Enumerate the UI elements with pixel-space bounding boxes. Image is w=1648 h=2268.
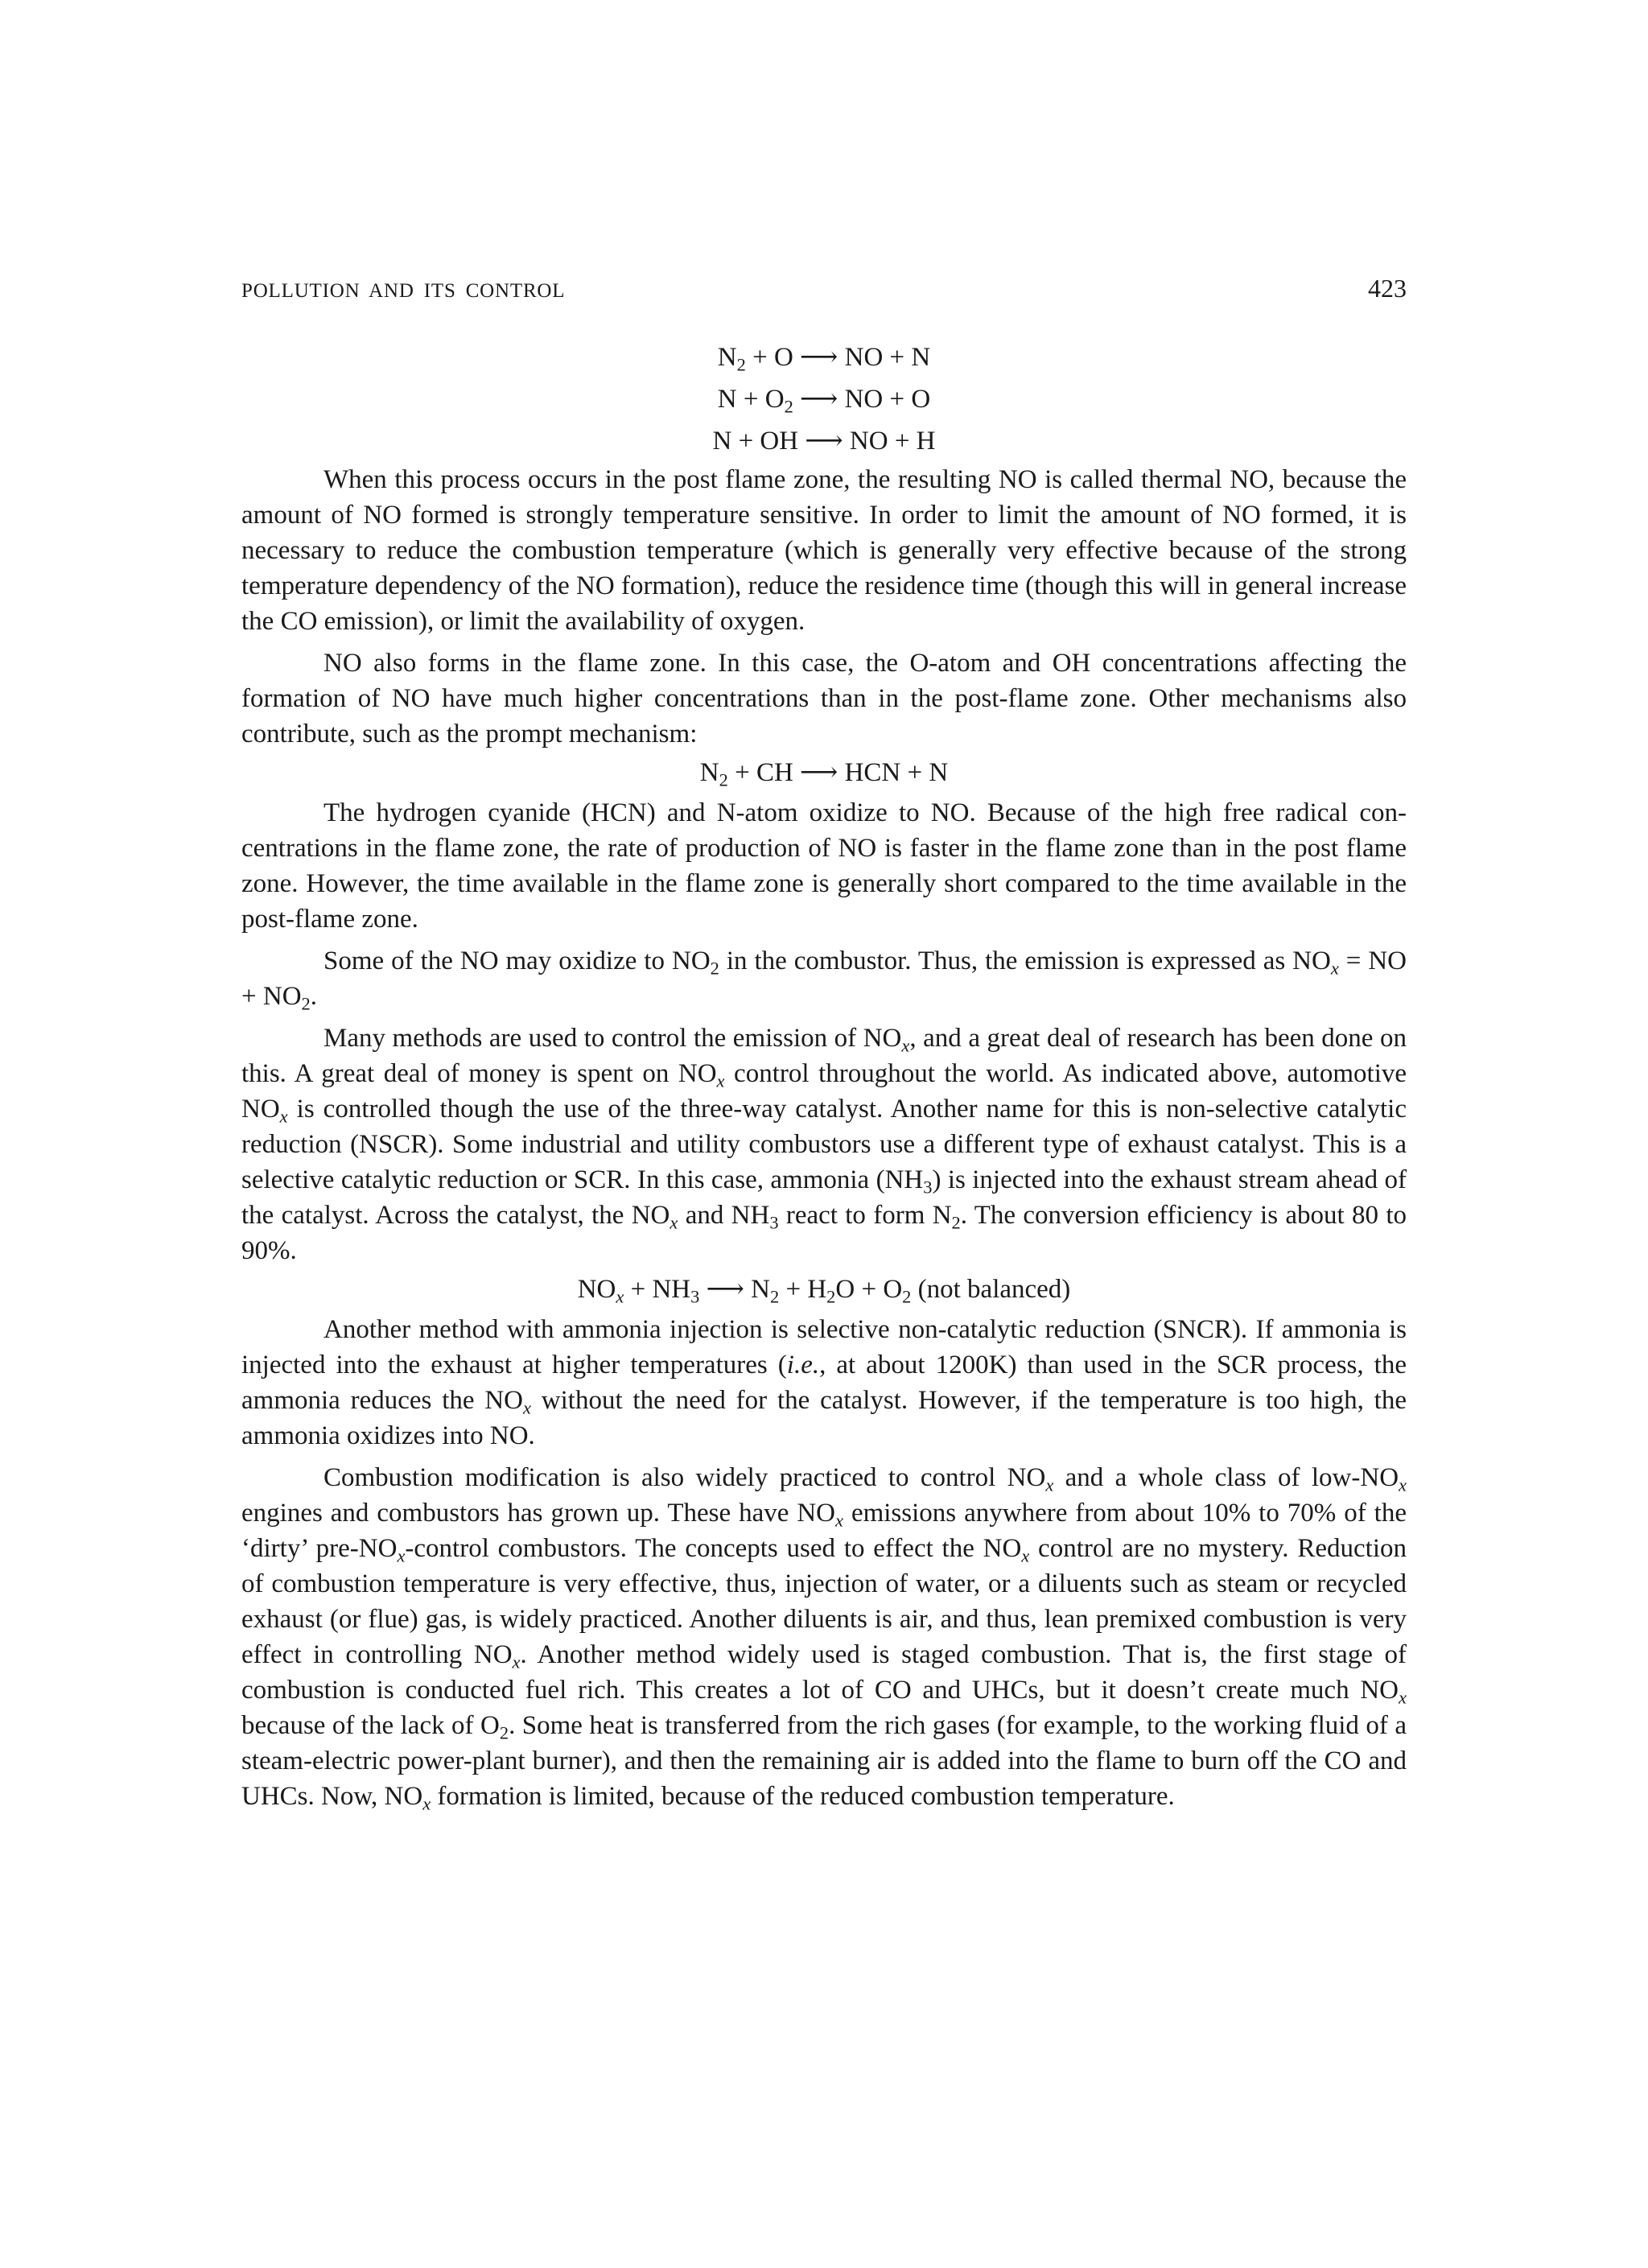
equation-2: $N + O_2$ ⟶ NO + O: [717, 385, 931, 417]
equation-scr: $NO_x + NH_3$ ⟶ $N_2 + H_2O + O_2$ (not balanced): [577, 1275, 1071, 1307]
running-head: [241, 274, 1407, 303]
reaction-arrow-icon: ⟶: [800, 758, 834, 787]
paragraph-sncr: Another method with ammonia injection is selective non-catalytic reduction (SNCR). If ammonia is injected into the exhaust at higher temperatures (i.e., at about 1200K) than used in the SCR process, the ammonia reduces the $NO_x$ without the need for the catalyst. However, if the temperature is too high, the ammonia oxidizes into NO.: [241, 1315, 1407, 1450]
reaction-arrow-icon: ⟶: [706, 1275, 740, 1304]
running-title: POLLUTION AND ITS CONTROL: [241, 280, 566, 302]
paragraph-control-methods: Many methods are used to control the emission of $NO_x$, and a great deal of research has been done on this. A great deal of money is spent on $NO_x$ control throughout the world. As indicated above, automotive $NO_x$ is controlled though the use of the three-way catalyst. Another name for this is non-selective catalytic reduction (NSCR). Some industrial and utility combustors use a different type of exhaust catalyst. This is a selective catalytic reduction or SCR. In this case, ammonia $(NH_3)$ is injected into the exhaust stream ahead of the catalyst. Across the catalyst, the $NO_x$ and $NH_3$ react to form $N_2$. The conversion efficiency is about 80 to 90%.: [241, 1024, 1407, 1265]
page-body: [241, 336, 1407, 1814]
page-number: 423: [1368, 274, 1407, 303]
equation-prompt-mechanism: $N_2$ + CH ⟶ HCN + N: [699, 758, 949, 790]
equation-1: $N_2 + O$ ⟶ NO + N: [717, 343, 931, 375]
paragraph-flame-zone: NO also forms in the flame zone. In this case, the O-atom and OH concentrations affecting the formation of NO have much higher concentrations than in the post-flame zone. Other mechanisms also contribute, such as the prompt mechanism:: [241, 649, 1407, 748]
reaction-arrow-icon: ⟶: [805, 427, 839, 456]
reaction-arrow-icon: ⟶: [800, 343, 834, 372]
paragraph-combustion-modification: Combustion modification is also widely practiced to control $NO_x$ and a whole class of low-$NO_x$ engines and combustors has grown up. These have $NO_x$ emissions anywhere from about 10% to 70% of the ‘dirty’ pre-$NO_x$-control combustors. The concepts used to effect the $NO_x$ control are no mystery. Reduction of combustion temperature is very effective, thus, injection of water, or a diluents such as steam or recycled exhaust (or flue) gas, is widely practiced. Another diluents is air, and thus, lean premixed combustion is very effect in controlling $NO_x$. Another method widely used is staged combustion. That is, the first stage of combustion is conducted fuel rich. This creates a lot of CO and UHCs, but it doesn’t create much $NO_x$ because of the lack of $O_2$. Some heat is transferred from the rich gases (for example, to the working fluid of a steam-electric power-plant burner), and then the remaining air is added into the flame to burn off the CO and UHCs. Now, $NO_x$ formation is limited, because of the reduced combustion temperature.: [241, 1463, 1407, 1814]
paragraph-no2: Some of the NO may oxidize to $NO_2$ in the combustor. Thus, the emission is expressed as $NO_x$ = NO + $NO_2$.: [241, 946, 1407, 1014]
equation-3: N + OH ⟶ NO + H: [712, 427, 936, 456]
paragraph-hcn: The hydrogen cyanide (HCN) and N-atom oxidize to NO. Because of the high free radical concentrations in the flame zone, the rate of production of NO is faster in the flame zone than in the post flame zone. However, the time available in the flame zone is generally short compared to the time available in the post-flame zone.: [241, 798, 1407, 934]
reaction-arrow-icon: ⟶: [800, 385, 834, 414]
paragraph-thermal-no: When this process occurs in the post flame zone, the resulting NO is called thermal NO, because the amount of NO formed is strongly temperature sensitive. In order to limit the amount of NO formed, it is necessary to reduce the combustion temperature (which is generally very effective because of the strong temperature dependency of the NO formation), reduce the residence time (though this will in general increase the CO emission), or limit the availability of oxygen.: [241, 465, 1407, 636]
